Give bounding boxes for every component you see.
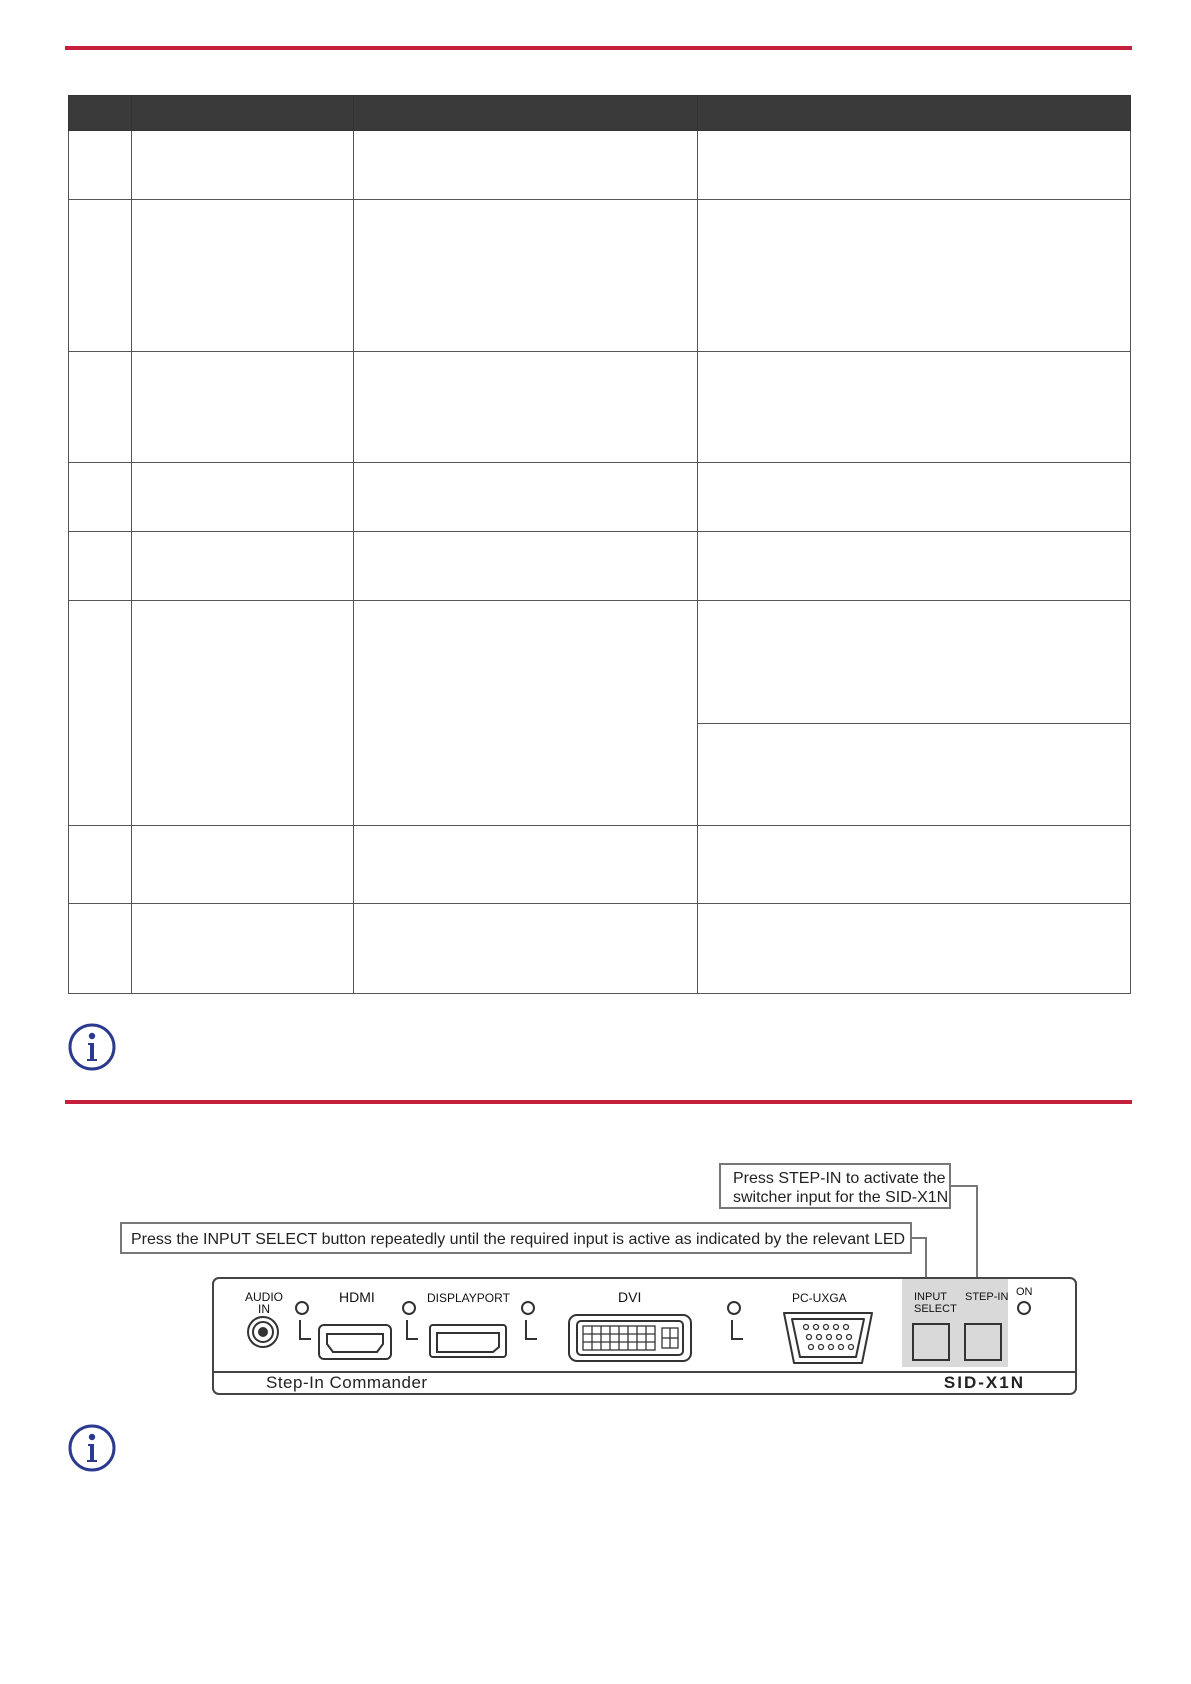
table-cell (698, 532, 1131, 601)
table-row (69, 200, 1131, 352)
table-cell (132, 601, 354, 826)
table-cell (354, 904, 698, 994)
top-accent-rule (65, 46, 1132, 50)
table-cell (69, 352, 132, 463)
on-led (1017, 1301, 1031, 1315)
on-label: ON (1016, 1286, 1033, 1298)
table-cell (698, 724, 1131, 826)
table-row (69, 352, 1131, 463)
device-model-label: SID-X1N (943, 1373, 1025, 1392)
table-cell (69, 826, 132, 904)
dvi-port-icon (567, 1313, 693, 1363)
table-cell (69, 601, 132, 826)
header-cell (69, 96, 132, 131)
table-row (69, 904, 1131, 994)
header-cell (354, 96, 698, 131)
hdmi-port-icon (317, 1323, 393, 1361)
table-cell (132, 131, 354, 200)
step-in-button[interactable] (964, 1323, 1002, 1361)
audio-in-label: AUDIO IN (245, 1290, 284, 1316)
section-accent-rule (65, 1100, 1132, 1104)
table-cell (132, 904, 354, 994)
table-cell (354, 826, 698, 904)
table-row (69, 601, 1131, 724)
input-select-callout: Press the INPUT SELECT button repeatedly until the required input is active as indicated by the relevant LED (120, 1222, 912, 1254)
table-cell (354, 352, 698, 463)
header-cell (132, 96, 354, 131)
table-cell (69, 904, 132, 994)
table-cell (354, 601, 698, 826)
device-front-panel (212, 1277, 1077, 1395)
table-row (69, 532, 1131, 601)
table-row (69, 131, 1131, 200)
feature-table (68, 95, 1131, 994)
table-cell (69, 131, 132, 200)
table-cell (69, 463, 132, 532)
table-cell (698, 463, 1131, 532)
table-cell (698, 601, 1131, 724)
info-icon (68, 1424, 116, 1472)
displayport-label: DISPLAYPORT (427, 1291, 510, 1305)
header-cell (698, 96, 1131, 131)
table-cell (132, 532, 354, 601)
table-cell (354, 532, 698, 601)
table-cell (698, 904, 1131, 994)
audio-jack-icon (246, 1315, 280, 1349)
table-cell (132, 463, 354, 532)
table-cell (132, 200, 354, 352)
vga-port-icon (780, 1309, 876, 1367)
hdmi-led (295, 1301, 309, 1315)
table-cell (698, 200, 1131, 352)
step-in-callout: Press STEP-IN to activate the switcher input for the SID-X1N (719, 1163, 951, 1209)
table-cell (354, 131, 698, 200)
table-cell (132, 352, 354, 463)
hdmi-label: HDMI (339, 1289, 375, 1305)
dvi-label: DVI (618, 1289, 642, 1305)
table-cell (698, 131, 1131, 200)
displayport-led (402, 1301, 416, 1315)
displayport-icon (428, 1323, 508, 1359)
device-name-label: Step-In Commander (266, 1373, 428, 1392)
table-cell (132, 826, 354, 904)
pc-uxga-label: PC-UXGA (792, 1291, 847, 1305)
table-cell (69, 200, 132, 352)
info-icon (68, 1023, 116, 1071)
table-cell (69, 532, 132, 601)
table-row (69, 463, 1131, 532)
dvi-led (727, 1301, 741, 1315)
table-header-row (69, 96, 1131, 131)
callout-connector (925, 1237, 927, 1280)
input-select-label: INPUT SELECT (914, 1291, 957, 1315)
table-cell (698, 826, 1131, 904)
callout-connector (951, 1185, 978, 1187)
table-row (69, 826, 1131, 904)
input-select-button[interactable] (912, 1323, 950, 1361)
displayport-led-2 (521, 1301, 535, 1315)
table-cell (354, 463, 698, 532)
table-cell (354, 200, 698, 352)
table-cell (698, 352, 1131, 463)
step-in-label: STEP-IN (965, 1291, 1009, 1303)
callout-connector (976, 1185, 978, 1280)
